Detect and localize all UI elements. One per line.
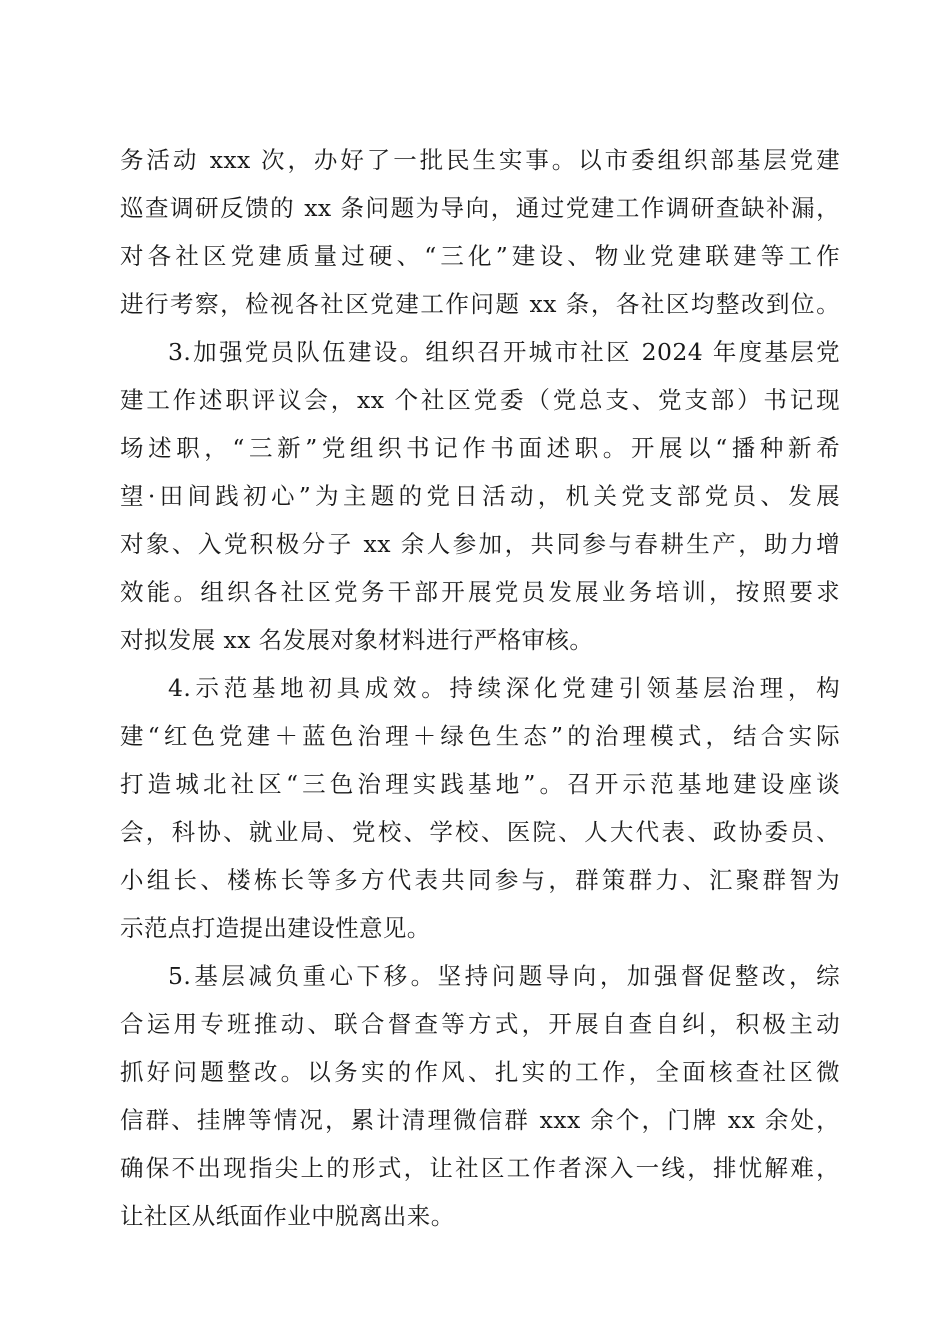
- text-line: 确保不出现指尖上的形式，让社区工作者深入一线，排忧解难，: [120, 1154, 840, 1182]
- text-line: 信群、挂牌等情况，累计清理微信群 xxx 余个，门牌 xx 余处，: [120, 1106, 840, 1134]
- text-line: 抓好问题整改。以务实的作风、扎实的工作，全面核查社区微: [120, 1058, 840, 1086]
- text-line: 对各社区党建质量过硬、“三化”建设、物业党建联建等工作: [120, 242, 840, 270]
- text-line: 效能。组织各社区党务干部开展党员发展业务培训，按照要求: [120, 578, 840, 606]
- text-line: 合运用专班推动、联合督查等方式，开展自查自纠，积极主动: [120, 1010, 840, 1038]
- text-line: 对象、入党积极分子 xx 余人参加，共同参与春耕生产，助力增: [120, 530, 840, 558]
- text-line: 示范点打造提出建设性意见。: [120, 914, 431, 942]
- text-line: 小组长、楼栋长等多方代表共同参与，群策群力、汇聚群智为: [120, 866, 840, 894]
- text-line: 进行考察，检视各社区党建工作问题 xx 条，各社区均整改到位。: [120, 290, 840, 318]
- text-line: 巡查调研反馈的 xx 条问题为导向，通过党建工作调研查缺补漏，: [120, 194, 840, 222]
- text-line: 建“红色党建＋蓝色治理＋绿色生态”的治理模式，结合实际: [120, 722, 840, 750]
- text-line: 务活动 xxx 次，办好了一批民生实事。以市委组织部基层党建: [120, 146, 840, 174]
- text-line: 打造城北社区“三色治理实践基地”。召开示范基地建设座谈: [120, 770, 840, 798]
- text-line: 望·田间践初心”为主题的党日活动，机关党支部党员、发展: [120, 482, 840, 510]
- paragraph-4-first-line: 4.示范基地初具成效。持续深化党建引领基层治理，构: [168, 674, 840, 702]
- paragraph-5-first-line: 5.基层减负重心下移。坚持问题导向，加强督促整改，综: [168, 962, 840, 990]
- text-line: 让社区从纸面作业中脱离出来。: [120, 1202, 455, 1230]
- text-line: 建工作述职评议会，xx 个社区党委（党总支、党支部）书记现: [120, 386, 840, 414]
- text-line: 场述职，“三新”党组织书记作书面述职。开展以“播种新希: [120, 434, 840, 462]
- text-line: 对拟发展 xx 名发展对象材料进行严格审核。: [120, 626, 594, 654]
- text-line: 会，科协、就业局、党校、学校、医院、人大代表、政协委员、: [120, 818, 840, 846]
- paragraph-3-first-line: 3.加强党员队伍建设。组织召开城市社区 2024 年度基层党: [168, 338, 840, 366]
